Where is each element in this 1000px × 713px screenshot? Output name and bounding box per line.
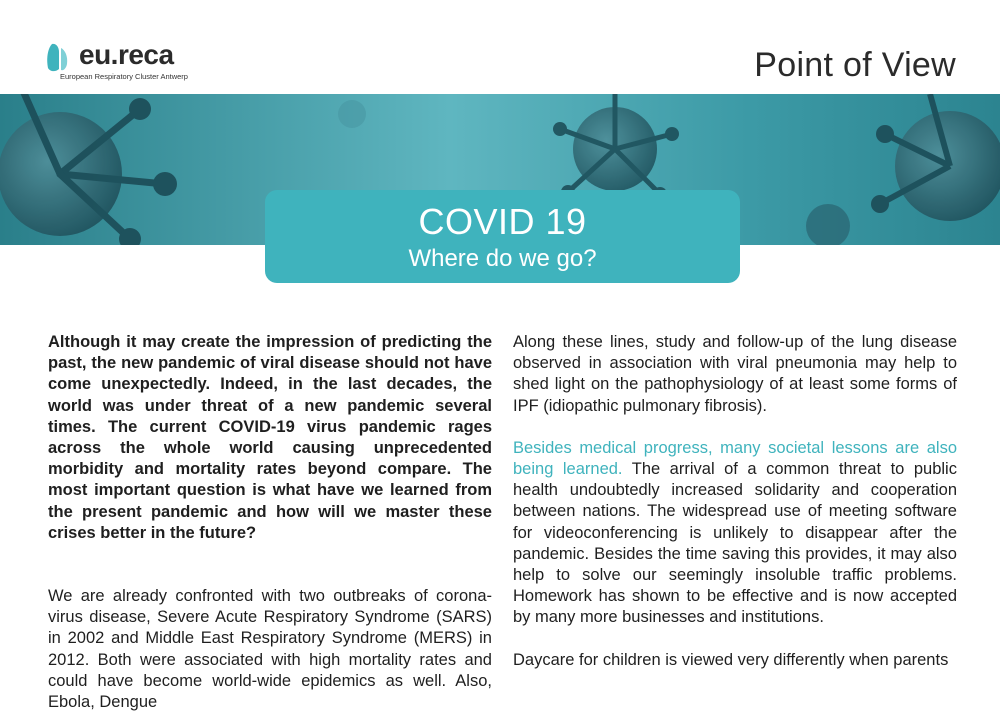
eureca-logo (46, 39, 206, 86)
highlight-text: Besides medical progress, many societal lessons are also being learned. (513, 438, 957, 479)
logo-wordmark: eu.reca (79, 39, 174, 70)
page-subtitle: Where do we go? (408, 245, 597, 272)
section-label: Point of View (754, 46, 956, 84)
article-right-column (513, 332, 957, 671)
lungs-logo-icon (46, 42, 78, 74)
body-paragraph: Along these lines, study and follow-up of the lung disease observed in association with viral pneumonia may help to shed light on the pathophysiology of at least some forms of IPF (idiopathic pulmonary fibrosis). (513, 333, 957, 415)
article-left-column (48, 332, 492, 713)
title-box (265, 190, 740, 283)
logo-tagline: European Respiratory Cluster Antwerp (60, 72, 188, 81)
body-paragraph: Daycare for children is viewed very differently when parents (513, 650, 949, 669)
body-paragraph-highlighted (513, 438, 957, 629)
page-title: COVID 19 (418, 201, 587, 242)
body-paragraph: We are already confronted with two outbreaks of corona-virus disease, Severe Acute Respiratory Syndrome (SARS) in 2002 and Middle East Respiratory Syndrome (MERS) in 2012. Both were associated with high mortality rates and could have become world-wide epidemics as well. Also, Ebola, Dengue (48, 587, 492, 712)
body-text: The arrival of a common threat to public health undoubtedly increased solidarity and cooperation between nations. The widespread use of meeting software for videoconferencing is unlikely to disappear after the pandemic. Besides the time saving this provides, it may also help to solve our seemingly insoluble traffic problems. Homework has shown to be effective and is now accepted by many more businesses and institutions. (513, 460, 957, 627)
lead-paragraph: Although it may create the impression of predicting the past, the new pandemic of viral disease should not have come unexpectedly. Indeed, in the last decades, the world was under threat of a new pandemic several times. The current COVID-19 virus pandemic rages across the whole world causing unprecedented morbidity and mortality rates beyond compare. The most important question is what have we learned from the present pandemic and how will we master these crises better in the future? (48, 333, 492, 542)
